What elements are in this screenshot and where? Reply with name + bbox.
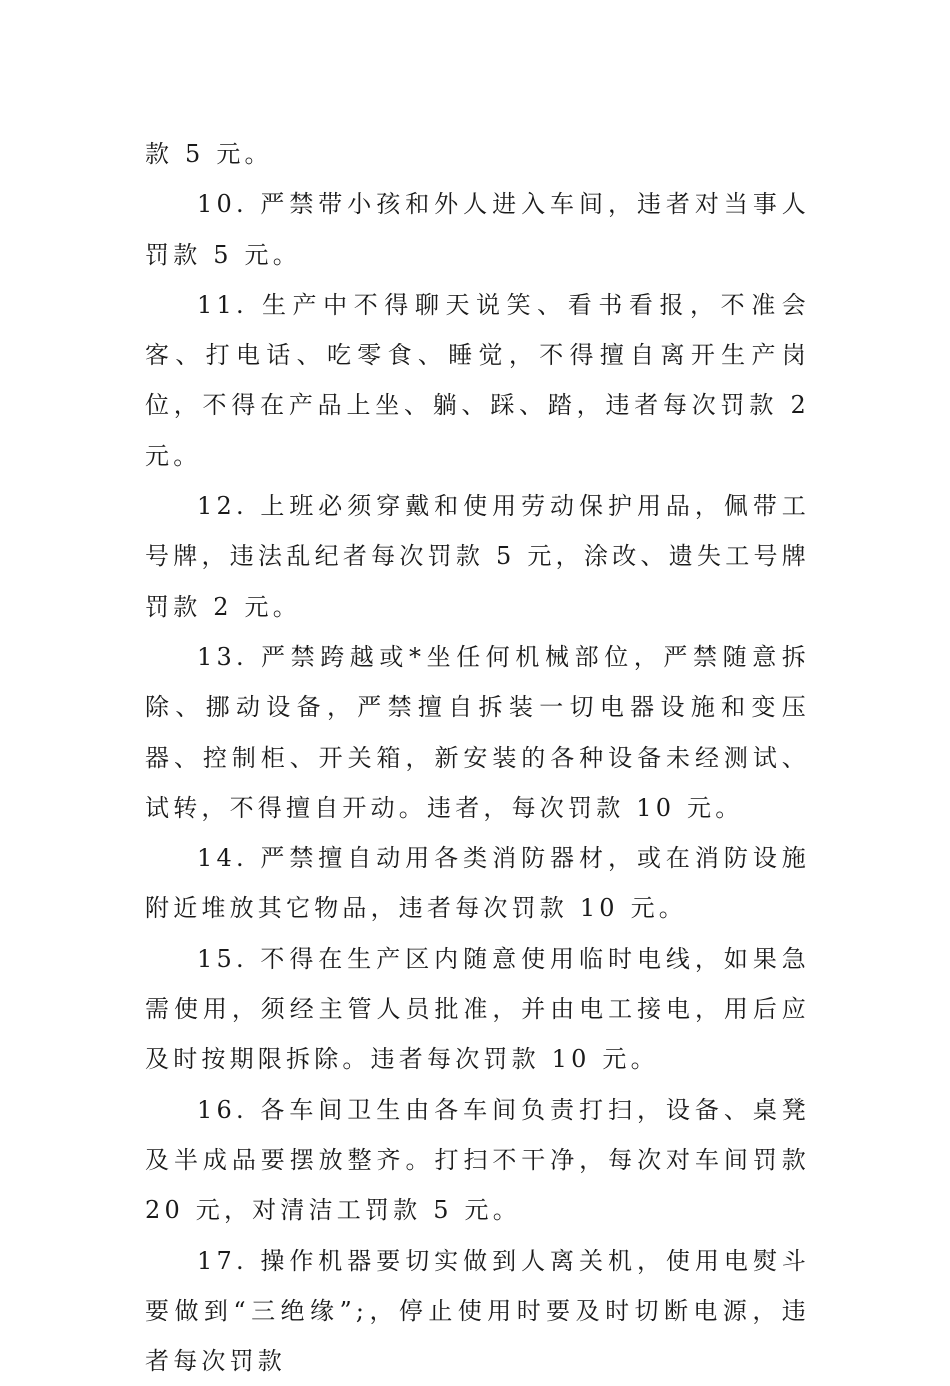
paragraph-rule-13: 13. 严禁跨越或*坐任何机械部位，严禁随意拆除、挪动设备，严禁擅自拆装一切电器设施和变压器、控制柜、开关箱，新安装的各种设备未经测试、试转，不得擅自开动。违者，每次罚款 10 元。 — [145, 642, 810, 822]
paragraph-rule-14: 14. 严禁擅自动用各类消防器材，或在消防设施附近堆放其它物品，违者每次罚款 10 元。 — [145, 844, 810, 923]
paragraph-rule-16: 16. 各车间卫生由各车间负责打扫，设备、桌凳及半成品要摆放整齐。打扫不干净，每次对车间罚款 20 元，对清洁工罚款 5 元。 — [145, 1095, 810, 1225]
paragraph-rule-12: 12. 上班必须穿戴和使用劳动保护用品，佩带工号牌，违法乱纪者每次罚款 5 元，涂改、遗失工号牌罚款 2 元。 — [145, 492, 810, 621]
paragraph-rule-10: 10. 严禁带小孩和外人进入车间，违者对当事人罚款 5 元。 — [145, 190, 810, 269]
document-body — [145, 129, 810, 1386]
paragraph-rule-17: 17. 操作机器要切实做到人离关机，使用电熨斗要做到“三绝缘”;，停止使用时要及时切断电源，违者每次罚款 — [145, 1246, 810, 1376]
paragraph-rule-11: 11. 生产中不得聊天说笑、看书看报，不准会客、打电话、吃零食、睡觉，不得擅自离开生产岗位，不得在产品上坐、躺、踩、踏，违者每次罚款 2 元。 — [145, 290, 810, 470]
paragraph-rule-15: 15. 不得在生产区内随意使用临时电线，如果急需使用，须经主管人员批准，并由电工接电，用后应及时按期限拆除。违者每次罚款 10 元。 — [145, 944, 810, 1074]
paragraph-continuation: 款 5 元。 — [145, 140, 273, 168]
